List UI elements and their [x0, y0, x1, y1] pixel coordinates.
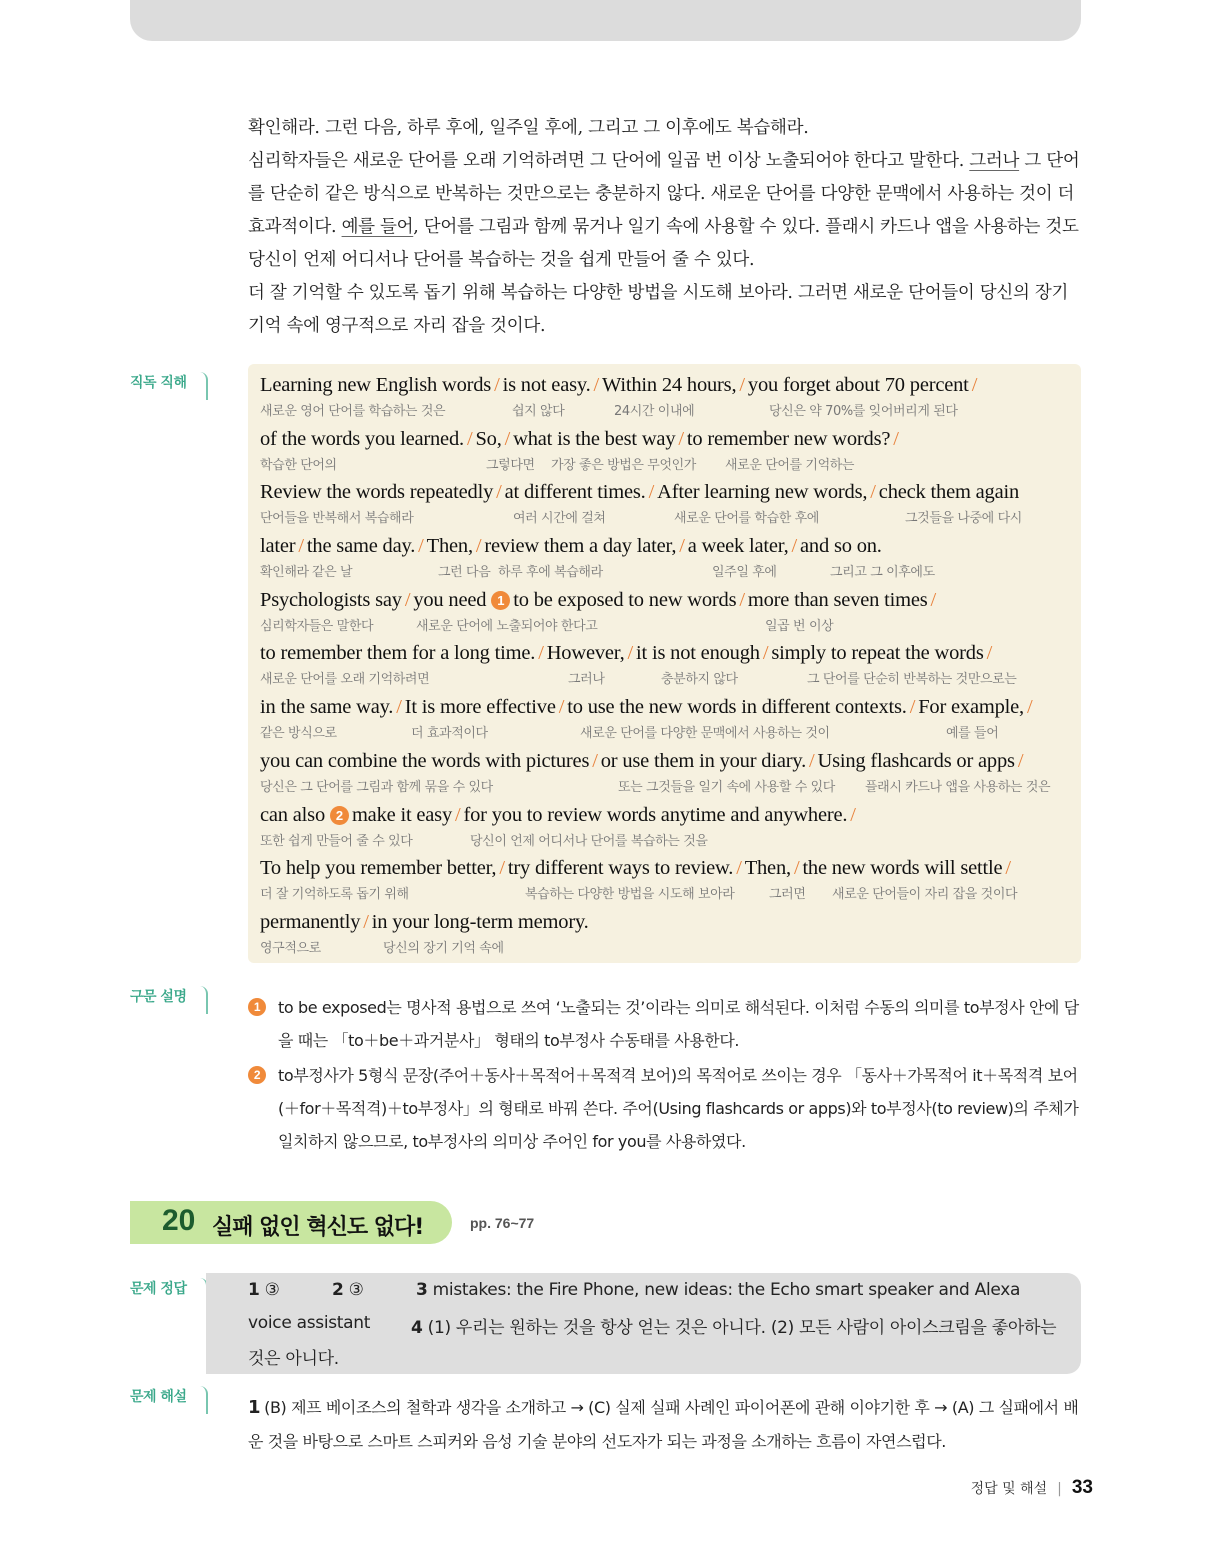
en-chunk: Psychologists say — [260, 588, 402, 611]
ko-chunk: 그 단어를 단순히 반복하는 것만으로는 — [807, 672, 1017, 688]
reading-line — [260, 370, 1081, 424]
en-chunk: try different ways to review. — [507, 857, 734, 880]
slash: / — [1005, 857, 1011, 880]
label-explanation: 문제 해설 — [130, 1386, 208, 1414]
grammar-note — [248, 1059, 1081, 1158]
ko-chunk: 하루 후에 복습해라 — [498, 565, 603, 581]
page-number: 33 — [1071, 1477, 1093, 1498]
answer-value: ③ — [348, 1280, 364, 1300]
ko-chunk: 새로운 단어를 오래 기억하려면 — [260, 672, 430, 688]
reading-line — [260, 638, 1081, 692]
english-chunks — [260, 477, 1081, 507]
ko-chunk: 또는 그것들을 일기 속에 사용할 수 있다 — [618, 779, 835, 795]
slash: / — [475, 535, 482, 558]
ko-chunk: 당신이 언제 어디서나 단어를 복습하는 것을 — [470, 833, 708, 849]
reading-line — [260, 800, 1081, 854]
slash: / — [494, 374, 500, 396]
en-chunk: check them again — [878, 481, 1020, 504]
en-chunk: Within 24 hours, — [602, 374, 737, 396]
english-chunks — [260, 424, 1081, 454]
ko-chunk: 충분하지 않다 — [661, 672, 738, 688]
en-chunk: to remember new words? — [686, 427, 891, 450]
slash: / — [455, 803, 461, 826]
unit-title: 실패 없인 혁신도 없다! — [212, 1215, 424, 1240]
ko-chunk: 새로운 단어를 다양한 문맥에서 사용하는 것이 — [580, 726, 830, 742]
grammar-text: to부정사가 5형식 문장(주어＋동사＋목적어＋목적격 보어)의 목적어로 쓰이는 경우 「동사＋가목적어 it＋목적격 보어(＋for＋목적격)＋to부정사」의 형태로 바꿔 쓴다. 주어(Using flashcards or apps)와 to부정사(to review)의 주체가 일치하지 않으므로, to부정사의 의미상 주어인 for you를 사용하였다. — [278, 1066, 1079, 1151]
en-chunk: permanently — [260, 910, 361, 933]
ko-chunk: 복습하는 다양한 방법을 시도해 보아라 — [525, 887, 735, 903]
korean-gloss — [260, 507, 1081, 525]
slash: / — [791, 535, 798, 558]
slash: / — [298, 535, 304, 558]
slash: / — [909, 696, 916, 719]
en-chunk: make it easy — [351, 803, 452, 826]
en-chunk: is not easy. — [502, 374, 591, 396]
en-chunk: However, — [546, 642, 625, 665]
reading-line — [260, 746, 1081, 800]
en-chunk: you can combine the words with pictures — [260, 749, 590, 772]
en-chunk: for you to review words anytime and anywhere. — [463, 803, 848, 826]
korean-translation-paragraph — [248, 112, 1081, 343]
slash: / — [363, 910, 369, 933]
ko-chunk: 여러 시간에 걸쳐 — [513, 511, 606, 527]
en-chunk: what is the best way — [513, 427, 676, 450]
slash: / — [627, 642, 634, 665]
en-chunk: it is not enough — [636, 642, 760, 665]
slash: / — [592, 749, 598, 772]
slash: / — [466, 427, 473, 450]
ko-chunk: 같은 방식으로 — [260, 726, 337, 742]
top-header-bar — [130, 0, 1081, 41]
slash: / — [678, 427, 684, 450]
en-chunk: Review the words repeatedly — [260, 481, 494, 504]
ko-chunk: 더 효과적이다 — [411, 726, 488, 742]
slash: / — [499, 857, 505, 880]
english-chunks — [260, 692, 1081, 722]
en-chunk: the new words will settle — [802, 857, 1003, 880]
ko-chunk: 단어들을 반복해서 복습해라 — [260, 511, 414, 527]
slash: / — [736, 857, 742, 880]
ko-chunk: 당신은 약 70%를 잊어버리게 된다 — [769, 404, 958, 419]
korean-gloss — [260, 937, 1081, 955]
ko-chunk: 일주일 후에 — [712, 565, 777, 581]
answer-3 — [416, 1280, 1020, 1300]
reading-line — [260, 424, 1081, 478]
en-chunk: you forget about 70 percent — [747, 374, 969, 396]
en-chunk: in the same way. — [260, 696, 394, 719]
english-chunks — [260, 638, 1081, 668]
slash: / — [504, 427, 511, 450]
ko-chunk: 새로운 단어들이 자리 잡을 것이다 — [832, 887, 1018, 903]
english-chunks — [260, 907, 1081, 937]
marker-2-icon: 2 — [248, 1066, 266, 1084]
intro-paragraph-2 — [248, 145, 1081, 277]
marker-1-icon: 1 — [248, 998, 266, 1016]
ko-chunk: 새로운 단어에 노출되어야 한다고 — [416, 618, 598, 634]
slash: / — [1026, 696, 1033, 719]
unit-header — [130, 1201, 452, 1244]
korean-gloss — [260, 668, 1081, 686]
ko-chunk: 새로운 단어를 기억하는 — [725, 457, 855, 473]
answer-4-continued: 것은 아니다. — [248, 1349, 339, 1369]
en-chunk: to remember them for a long time. — [260, 642, 536, 665]
slash: / — [739, 588, 745, 611]
label-grammar: 구문 설명 — [130, 986, 208, 1014]
en-chunk: Learning new English words — [260, 374, 492, 396]
slash: / — [1017, 749, 1024, 772]
slash: / — [396, 696, 402, 719]
ko-chunk: 그러면 — [769, 887, 806, 903]
en-chunk: So, — [475, 427, 502, 450]
question-number: 4 — [411, 1318, 423, 1338]
answer-1 — [248, 1280, 280, 1300]
slash: / — [986, 642, 993, 665]
reading-line — [260, 907, 1081, 961]
ko-chunk: 학습한 단어의 — [260, 457, 337, 473]
answer-value: ③ — [264, 1280, 280, 1300]
slash: / — [648, 481, 655, 504]
explanation-text: (B) 제프 베이조스의 철학과 생각을 소개하고 → (C) 실제 실패 사례인 파이어폰에 관해 이야기한 후 → (A) 그 실패에서 배운 것을 바탕으로 스마트 스피커와 음성 기술 분야의 선도자가 되는 과정을 소개하는 흐름이 자연스럽다. — [248, 1398, 1079, 1451]
divider: | — [1057, 1481, 1062, 1497]
answer-4 — [411, 1313, 1056, 1338]
reading-line — [260, 692, 1081, 746]
english-chunks — [260, 853, 1081, 883]
ko-chunk: 그러나 — [568, 672, 605, 688]
ko-chunk: 당신은 그 단어를 그림과 함께 묶을 수 있다 — [260, 779, 493, 795]
ko-chunk: 확인해라 — [260, 565, 309, 581]
korean-gloss — [260, 776, 1081, 794]
en-chunk: It is more effective — [404, 696, 556, 719]
reading-line — [260, 477, 1081, 531]
intro-text: , 단어를 그림과 함께 묶거나 일기 속에 사용할 수 있다. 플래시 카드나 앱을 사용하는 것도 당신이 언제 어디서나 단어를 복습하는 것을 쉽게 만들어 줄 수 있다. — [248, 217, 1079, 270]
en-chunk: can also — [260, 803, 325, 826]
en-chunk: a week later, — [687, 535, 789, 558]
en-chunk: later — [260, 535, 296, 558]
korean-gloss — [260, 722, 1081, 740]
slash: / — [971, 374, 978, 396]
intro-paragraph-3: 더 잘 기억할 수 있도록 돕기 위해 복습하는 다양한 방법을 시도해 보아라. 그러면 새로운 단어들이 당신의 장기 기억 속에 영구적으로 자리 잡을 것이다. — [248, 283, 1069, 336]
label-answers: 문제 정답 — [130, 1278, 208, 1306]
slash: / — [893, 427, 899, 450]
grammar-notes — [248, 991, 1081, 1160]
korean-gloss — [260, 830, 1081, 848]
slash: / — [538, 642, 544, 665]
ko-chunk: 그리고 그 이후에도 — [830, 565, 935, 581]
answer-value: (1) 우리는 원하는 것을 항상 얻는 것은 아니다. (2) 모든 사람이 아이스크림을 좋아하는 — [427, 1318, 1057, 1338]
korean-gloss — [260, 615, 1081, 633]
underlined-for-example: 예를 들어 — [341, 217, 414, 237]
ko-chunk: 예를 들어 — [946, 726, 999, 742]
en-chunk: or use them in your diary. — [600, 749, 806, 772]
ko-chunk: 플래시 카드나 앱을 사용하는 것은 — [865, 779, 1051, 795]
slash: / — [593, 374, 600, 396]
en-chunk: Using flashcards or apps — [817, 749, 1015, 772]
korean-gloss — [260, 561, 1081, 579]
slash: / — [418, 535, 424, 558]
slash: / — [870, 481, 876, 504]
ko-chunk: 그것들을 나중에 다시 — [905, 511, 1022, 527]
english-chunks — [260, 800, 1081, 830]
korean-gloss — [260, 400, 1081, 418]
slash: / — [404, 588, 411, 611]
english-chunks — [260, 531, 1081, 561]
ko-chunk: 같은 날 — [312, 565, 353, 581]
slash: / — [850, 803, 856, 826]
reading-translation-box — [248, 364, 1081, 963]
slash: / — [679, 535, 685, 558]
label-reading: 직독 직해 — [130, 372, 208, 400]
ko-chunk: 24시간 이내에 — [614, 404, 695, 419]
korean-gloss — [260, 454, 1081, 472]
slash: / — [739, 374, 745, 396]
slash: / — [558, 696, 565, 719]
question-number: 1 — [248, 1397, 261, 1418]
answer-value: mistakes: the Fire Phone, new ideas: the Echo smart speaker and Alexa — [432, 1280, 1021, 1300]
korean-gloss — [260, 883, 1081, 901]
ko-chunk: 그런 다음 — [438, 565, 491, 581]
question-number: 1 — [248, 1280, 260, 1300]
footer-section: 정답 및 해설 — [970, 1481, 1048, 1497]
intro-text: 심리학자들은 새로운 단어를 오래 기억하려면 그 단어에 일곱 번 이상 노출되어야 한다고 말한다. — [248, 151, 970, 171]
ko-chunk: 가장 좋은 방법은 무엇인가 — [551, 457, 696, 473]
ko-chunk: 쉽지 않다 — [512, 404, 565, 419]
en-chunk: To help you remember better, — [260, 857, 497, 880]
explanation — [248, 1391, 1081, 1459]
ko-chunk: 영구적으로 — [260, 940, 321, 956]
intro-line-1: 확인해라. 그런 다음, 하루 후에, 일주일 후에, 그리고 그 이후에도 복습해라. — [248, 118, 809, 138]
unit-number: 20 — [162, 1204, 196, 1237]
en-chunk: in your long-term memory. — [371, 910, 589, 933]
en-chunk: of the words you learned. — [260, 427, 464, 450]
en-chunk: to be exposed to new words — [513, 588, 737, 611]
en-chunk: the same day. — [306, 535, 416, 558]
ko-chunk: 새로운 영어 단어를 학습하는 것은 — [260, 404, 446, 419]
en-chunk: After learning new words, — [657, 481, 868, 504]
slash: / — [809, 749, 815, 772]
reading-line — [260, 585, 1081, 639]
en-chunk: Then, — [426, 535, 473, 558]
marker-2-icon: 2 — [330, 806, 349, 825]
answer-3-continued: voice assistant — [248, 1313, 371, 1333]
reading-line — [260, 531, 1081, 585]
reading-line — [260, 853, 1081, 907]
ko-chunk: 더 잘 기억하도록 돕기 위해 — [260, 887, 409, 903]
en-chunk: For example, — [918, 696, 1024, 719]
underlined-however: 그러나 — [969, 151, 1020, 171]
ko-chunk: 일곱 번 이상 — [765, 618, 834, 634]
english-chunks — [260, 585, 1081, 615]
unit-pages: pp. 76~77 — [470, 1215, 535, 1231]
page-footer — [971, 1477, 1093, 1499]
ko-chunk: 당신의 장기 기억 속에 — [383, 940, 504, 956]
slash: / — [496, 481, 502, 504]
en-chunk: simply to repeat the words — [771, 642, 984, 665]
en-chunk: and so on. — [800, 535, 882, 558]
slash: / — [762, 642, 769, 665]
en-chunk: more than seven times — [747, 588, 928, 611]
ko-chunk: 심리학자들은 말한다 — [260, 618, 374, 634]
english-chunks — [260, 746, 1081, 776]
en-chunk: at different times. — [504, 481, 646, 504]
grammar-text: to be exposed는 명사적 용법으로 쓰여 ‘노출되는 것’이라는 의미로 해석된다. 이처럼 수동의 의미를 to부정사 안에 담을 때는 「to＋be＋과거분사」 형태의 to부정사 수동태를 사용한다. — [278, 998, 1079, 1050]
intro-text: 그 단어를 단순히 같은 방식으로 반복하는 것만으로는 충분하지 않다. 새로운 단어를 다양한 문맥에서 사용하는 것이 더 효과적이다. — [248, 151, 1080, 237]
question-number: 3 — [416, 1280, 428, 1300]
english-chunks — [260, 370, 1081, 400]
marker-1-icon: 1 — [491, 591, 510, 610]
answer-2 — [332, 1280, 364, 1300]
slash: / — [930, 588, 937, 611]
ko-chunk: 새로운 단어를 학습한 후에 — [674, 511, 819, 527]
en-chunk: Then, — [744, 857, 791, 880]
question-number: 2 — [332, 1280, 344, 1300]
en-chunk: you need — [413, 588, 487, 611]
ko-chunk: 또한 쉽게 만들어 줄 수 있다 — [260, 833, 413, 849]
ko-chunk: 그렇다면 — [486, 457, 535, 473]
grammar-note — [248, 991, 1081, 1057]
slash: / — [793, 857, 800, 880]
en-chunk: review them a day later, — [484, 535, 677, 558]
en-chunk: to use the new words in different contexts. — [567, 696, 907, 719]
